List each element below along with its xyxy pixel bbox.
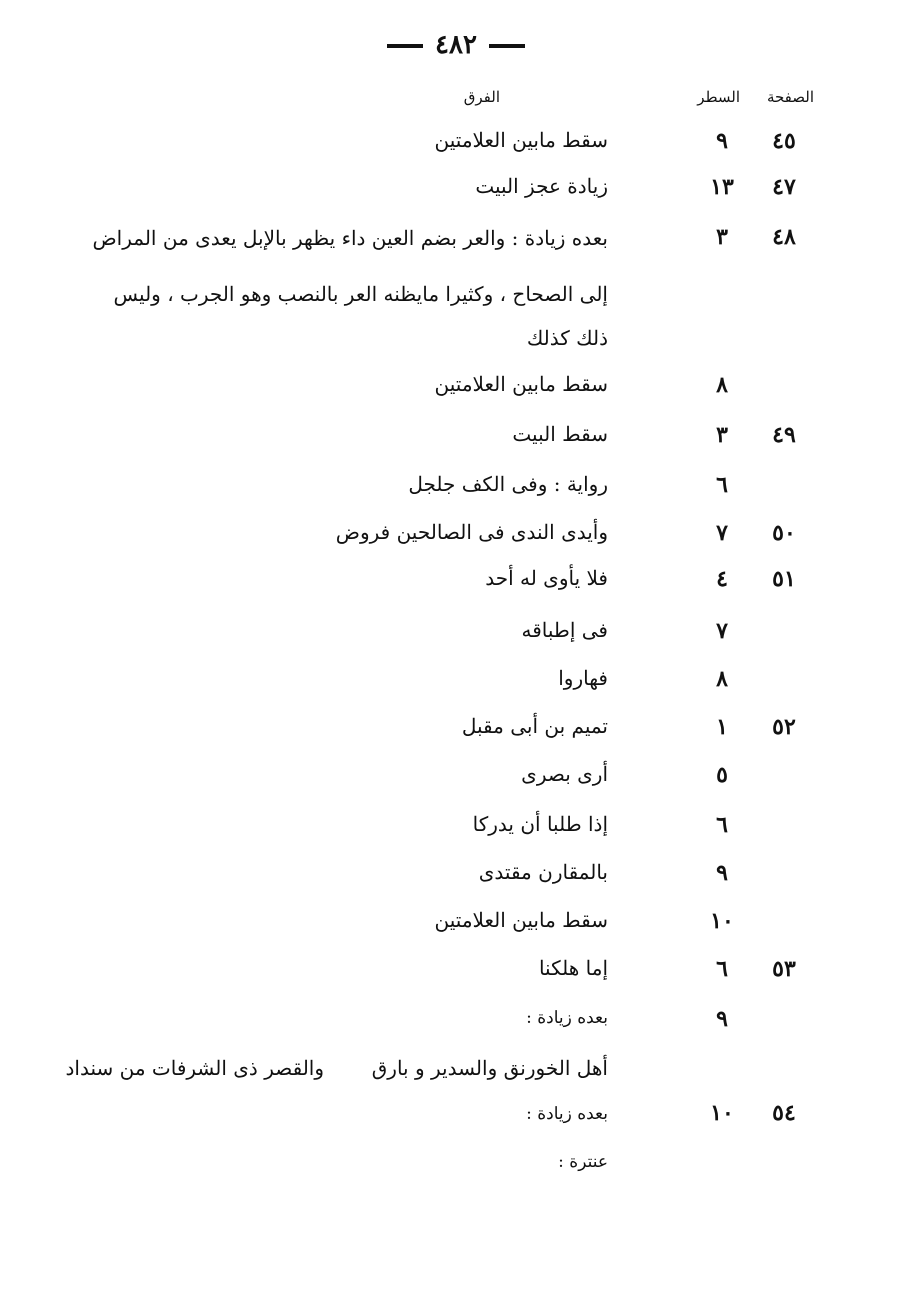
row-page-number: ٤٨	[772, 224, 796, 250]
row-line-number: ١	[716, 714, 728, 740]
verse-first-hemistich: أهل الخورنق والسدير و بارق	[371, 1056, 608, 1080]
row-line-number: ٤	[716, 566, 728, 592]
row-variant-text: أرى بصرى	[521, 762, 608, 786]
row-page-number: ٥٠	[772, 520, 796, 546]
row-variant-text: وأيدى الندى فى الصالحين فروض	[335, 520, 608, 544]
row-line-number: ٦	[716, 472, 728, 498]
row-page-number: ٥١	[772, 566, 796, 592]
row-variant-line: إلى الصحاح ، وكثيرا مايظنه العر بالنصب وهو الجرب ، وليس	[113, 282, 608, 306]
row-variant-text: إما هلكنا	[538, 956, 608, 980]
row-page-number: ٥٢	[772, 714, 796, 740]
row-line-number: ١٠	[710, 908, 734, 934]
row-line-number: ٦	[716, 956, 728, 982]
row-line-number: ٩	[716, 860, 728, 886]
row-variant-text: بالمقارن مقتدى	[478, 860, 608, 884]
row-page-number: ٥٤	[772, 1100, 796, 1126]
header-page: الصفحة	[766, 88, 814, 106]
row-variant-text: فلا يأوى له أحد	[485, 566, 608, 590]
row-variant-line: ذلك كذلك	[526, 326, 608, 350]
row-variant-text: فى إطباقه	[521, 618, 608, 642]
row-variant-text: سقط مابين العلامتين	[434, 908, 608, 932]
page-number-right-dash	[489, 44, 525, 48]
row-line-number: ٣	[716, 224, 728, 250]
verse-second-hemistich: والقصر ذى الشرفات من سنداد	[65, 1056, 324, 1080]
row-variant-line: بعده زيادة : والعر بضم العين داء يظهر بالإبل يعدى من المراض	[92, 226, 608, 250]
row-variant-text: رواية : وفى الكف جلجل	[408, 472, 608, 496]
row-line-number: ٩	[716, 128, 728, 154]
row-line-number: ٥	[716, 762, 728, 788]
row-variant-text: إذا طلبا أن يدركا	[472, 812, 608, 836]
row-page-number: ٤٧	[772, 174, 796, 200]
page-number-left-dash	[387, 44, 423, 48]
row-variant-text: سقط مابين العلامتين	[434, 128, 608, 152]
row-variant-text: بعده زيادة :	[526, 1008, 608, 1028]
row-line-number: ٣	[716, 422, 728, 448]
header-variant: الفرق	[463, 88, 500, 106]
row-line-number: ٨	[716, 666, 728, 692]
row-page-number: ٤٩	[772, 422, 796, 448]
row-variant-text: عنترة :	[558, 1152, 608, 1172]
row-variant-text: سقط البيت	[512, 422, 608, 446]
row-line-number: ٧	[716, 618, 728, 644]
row-line-number: ١٠	[710, 1100, 734, 1126]
row-line-number: ٦	[716, 812, 728, 838]
row-variant-text: بعده زيادة :	[526, 1104, 608, 1124]
row-variant-text: فهاروا	[558, 666, 608, 690]
page-number-value: ٤٨٢	[435, 30, 477, 60]
row-variant-text: سقط مابين العلامتين	[434, 372, 608, 396]
row-line-number: ١٣	[710, 174, 734, 200]
row-variant-text: تميم بن أبى مقبل	[461, 714, 608, 738]
row-variant-text: زيادة عجز البيت	[475, 174, 608, 198]
row-line-number: ٩	[716, 1006, 728, 1032]
row-line-number: ٨	[716, 372, 728, 398]
row-line-number: ٧	[716, 520, 728, 546]
page-number	[0, 30, 912, 60]
row-page-number: ٥٣	[772, 956, 796, 982]
row-page-number: ٤٥	[772, 128, 796, 154]
header-line: السطر	[697, 88, 740, 106]
